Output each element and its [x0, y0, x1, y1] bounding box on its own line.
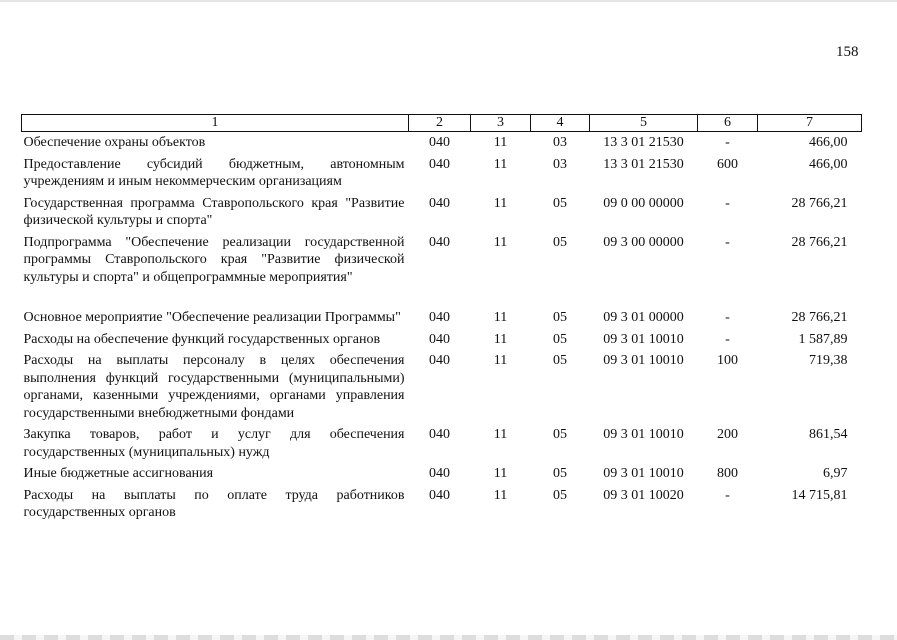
- row-col-7: 466,00: [809, 156, 848, 172]
- row-col-2: 040: [429, 427, 450, 442]
- row-col-6: 100: [717, 353, 738, 368]
- row-col-7: 28 766,21: [791, 195, 848, 211]
- table-row: [22, 232, 862, 308]
- table-row: [22, 132, 862, 154]
- row-col-5: 09 3 01 00000: [603, 310, 684, 325]
- column-header-4: 4: [531, 115, 590, 132]
- row-col-4: 03: [553, 135, 567, 150]
- row-col-6: -: [725, 487, 730, 503]
- row-name: Закупка товаров, работ и услуг для обеспечения государственных (муниципальных) нужд: [23, 427, 405, 460]
- row-col-4: 05: [553, 234, 567, 250]
- row-col-3: 11: [493, 487, 508, 503]
- row-name: Расходы на выплаты персоналу в целях обеспечения выполнения функций государственными (муниципальными) органами, казенными учреждениями, органами управления государственными внебюджетными фондами: [23, 353, 405, 421]
- table-row: [22, 193, 862, 232]
- row-col-5: 09 3 00 00000: [603, 234, 684, 250]
- row-col-3: 11: [493, 234, 508, 250]
- table-row: [22, 463, 862, 485]
- row-col-2: 040: [429, 353, 450, 368]
- row-name: Обеспечение охраны объектов: [23, 135, 206, 150]
- column-header-3: 3: [471, 115, 531, 132]
- row-col-5: 09 0 00 00000: [603, 195, 684, 211]
- table-header: [22, 115, 862, 132]
- row-col-5: 09 3 01 10020: [603, 487, 684, 503]
- row-col-6: 800: [717, 466, 738, 481]
- row-col-5: 13 3 01 21530: [603, 135, 684, 150]
- row-col-4: 05: [553, 427, 567, 442]
- table-row: [22, 424, 862, 463]
- row-col-7: 14 715,81: [791, 487, 848, 503]
- row-name: Государственная программа Ставропольского края "Развитие физической культуры и спорта": [23, 195, 405, 228]
- page-number: 158: [836, 44, 859, 60]
- row-col-7: 861,54: [809, 427, 848, 442]
- row-col-3: 11: [493, 353, 508, 368]
- row-col-3: 11: [493, 156, 508, 172]
- row-col-2: 040: [429, 135, 450, 150]
- scan-edge-bottom: [0, 635, 897, 640]
- row-col-7: 28 766,21: [791, 310, 848, 325]
- row-col-3: 11: [493, 427, 508, 442]
- row-col-2: 040: [429, 156, 450, 172]
- row-col-3: 11: [493, 466, 508, 481]
- row-col-7: 6,97: [823, 466, 848, 481]
- scan-edge-top: [0, 0, 897, 2]
- row-col-4: 05: [553, 310, 567, 325]
- table-body: [22, 132, 862, 524]
- row-col-7: 28 766,21: [791, 234, 848, 250]
- row-col-4: 05: [553, 466, 567, 481]
- row-col-4: 03: [553, 156, 567, 172]
- row-name: Иные бюджетные ассигнования: [23, 466, 214, 481]
- row-col-6: -: [725, 331, 730, 347]
- row-col-2: 040: [429, 466, 450, 481]
- row-col-3: 11: [493, 135, 508, 150]
- row-col-6: 200: [717, 427, 738, 442]
- row-col-6: 600: [717, 156, 738, 172]
- row-col-2: 040: [429, 310, 450, 325]
- table-row: [22, 350, 862, 424]
- row-name: Основное мероприятие "Обеспечение реализации Программы": [23, 310, 401, 325]
- table-row: [22, 485, 862, 524]
- row-col-3: 11: [493, 195, 508, 211]
- row-col-2: 040: [429, 234, 450, 250]
- table-row: [22, 329, 862, 351]
- row-name: Расходы на выплаты по оплате труда работников государственных органов: [23, 487, 405, 520]
- header-row: [22, 115, 862, 132]
- table-row: [22, 307, 862, 329]
- row-col-5: 09 3 01 10010: [603, 331, 684, 347]
- row-col-6: -: [725, 310, 730, 325]
- row-col-2: 040: [429, 195, 450, 211]
- column-header-1: 1: [22, 115, 409, 132]
- row-col-3: 11: [493, 310, 508, 325]
- row-name: Расходы на обеспечение функций государственных органов: [23, 331, 381, 347]
- row-col-5: 09 3 01 10010: [603, 353, 684, 368]
- row-col-3: 11: [493, 331, 508, 347]
- row-name: Предоставление субсидий бюджетным, автономным учреждениям и иным некоммерческим организациям: [23, 156, 405, 189]
- row-col-4: 05: [553, 195, 567, 211]
- row-col-2: 040: [429, 331, 450, 347]
- row-col-6: -: [725, 234, 730, 250]
- row-col-2: 040: [429, 487, 450, 503]
- row-col-6: -: [725, 135, 730, 150]
- row-col-4: 05: [553, 353, 567, 368]
- column-header-2: 2: [409, 115, 471, 132]
- row-col-6: -: [725, 195, 730, 211]
- column-header-5: 5: [590, 115, 698, 132]
- column-header-7: 7: [758, 115, 862, 132]
- row-col-7: 1 587,89: [798, 331, 848, 347]
- row-col-5: 09 3 01 10010: [603, 427, 684, 442]
- row-col-5: 13 3 01 21530: [603, 156, 684, 172]
- budget-table: [21, 114, 862, 524]
- table-row: [22, 154, 862, 193]
- row-col-4: 05: [553, 331, 567, 347]
- row-col-5: 09 3 01 10010: [603, 466, 684, 481]
- row-name: Подпрограмма "Обеспечение реализации государственной программы Ставропольского края "Развитие физической культуры и спорта" и общепрограммные мероприятия": [23, 234, 405, 285]
- row-col-4: 05: [553, 487, 567, 503]
- column-header-6: 6: [698, 115, 758, 132]
- row-col-7: 719,38: [809, 353, 848, 368]
- row-col-7: 466,00: [809, 135, 848, 150]
